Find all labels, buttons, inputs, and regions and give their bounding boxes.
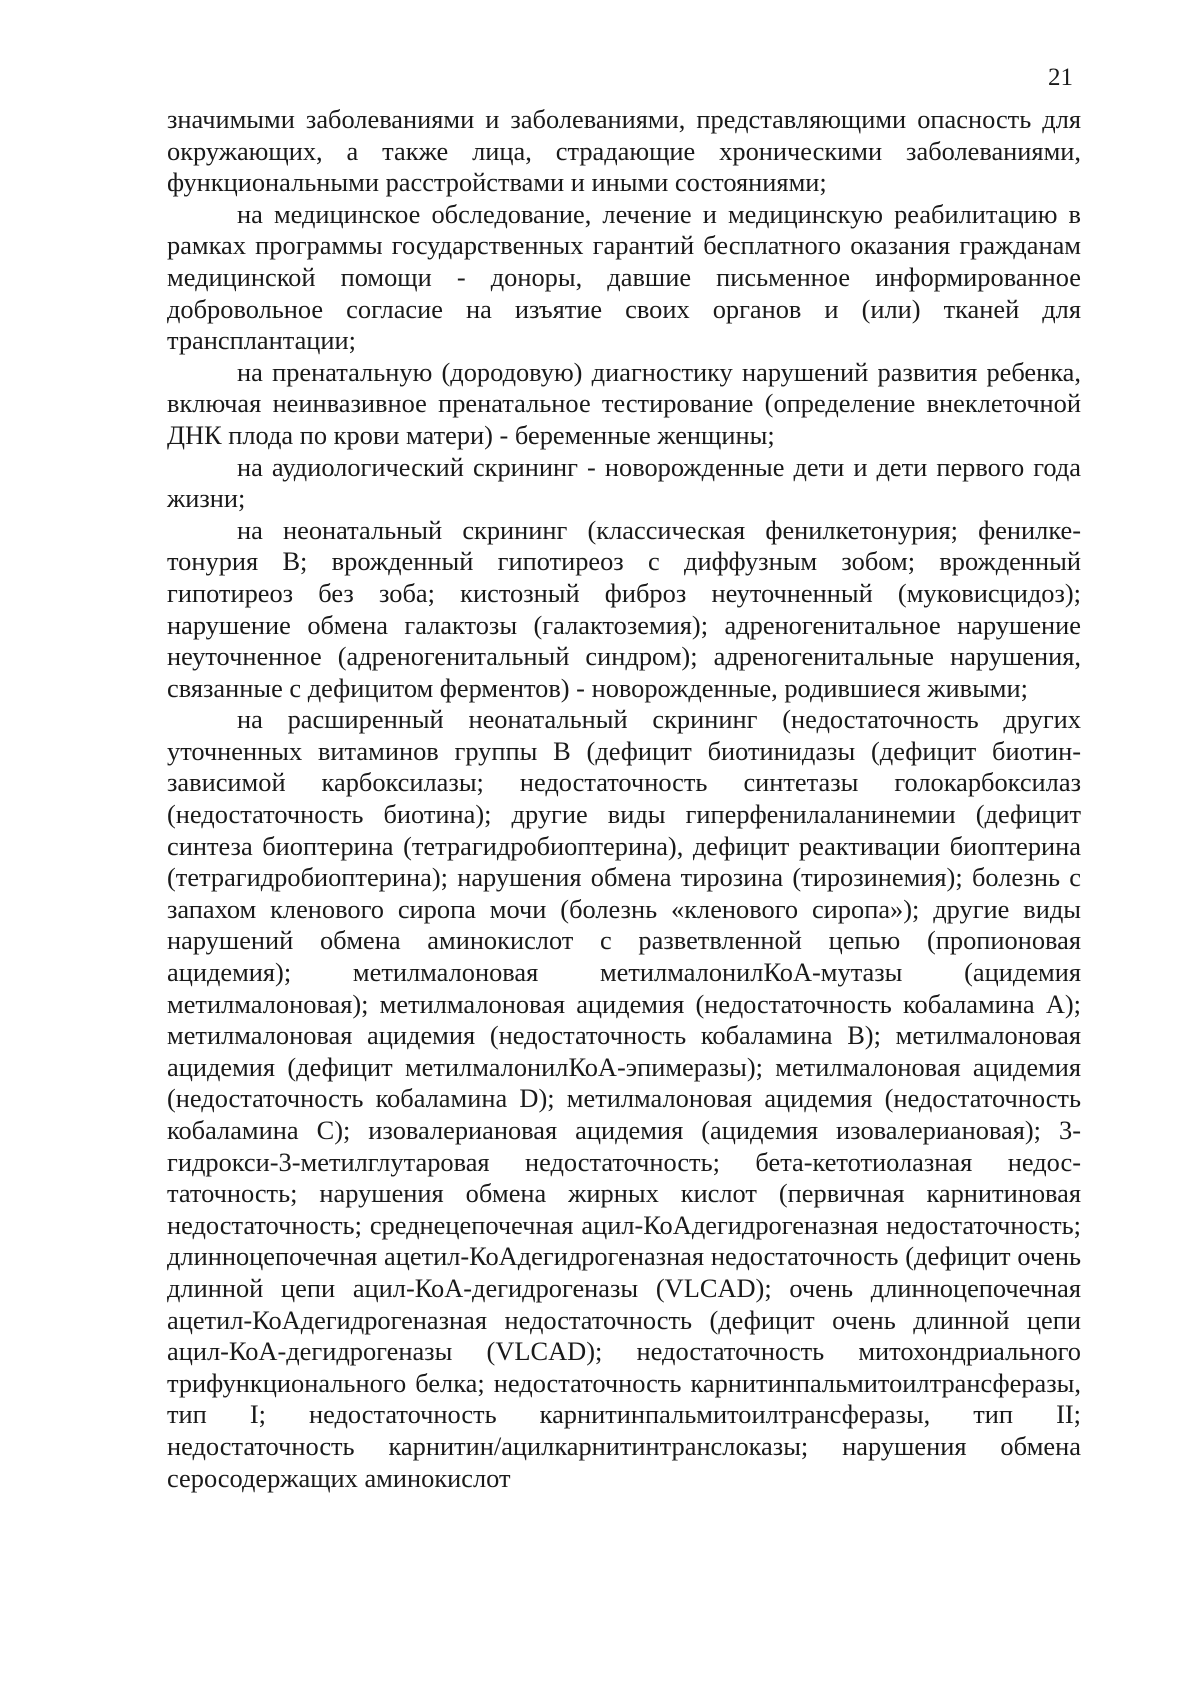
paragraph-donors: на медицинское обследование, лечение и медицинскую реабилитацию в рамках программы государственных гарантий бесплатного оказания гражданам медицинской помощи - доноры, давшие письменное информированное добровольное согласие на изъятие своих органов и (или) тканей для трансплантации; — [167, 198, 1081, 356]
page-number: 21 — [1048, 64, 1073, 91]
paragraph-prenatal: на пренатальную (дородовую) диагностику нарушений развития ребенка, включая неинвазивное пренатальное тестирование (определение внеклеточной ДНК плода по крови матери) - беременные женщины; — [167, 356, 1081, 450]
paragraph-continuation: значимыми заболеваниями и заболеваниями, представляющими опасность для окружающих, а также лица, страдающие хроническими заболеваниями, функциональными расстройствами и иными состояниями; — [167, 104, 1081, 198]
paragraph-audiological: на аудиологический скрининг - новорожденные дети и дети первого года жизни; — [167, 451, 1081, 514]
paragraph-neonatal-screening: на неонатальный скрининг (классическая фенилкетонурия; фенилкетонурия В; врожденный гипотиреоз с диффузным зобом; врожденный гипотиреоз без зоба; кистозный фиброз неуточненный (муковисцидоз); нарушение обмена галактозы (галактоземия); адреногенитальное нарушение неуточненное (адреногенитальный синдром); адреногенитальные нарушения, связанные с дефицитом ферментов) - новорожденные, родившиеся живыми; — [167, 514, 1081, 703]
paragraph-extended-neonatal-screening: на расширенный неонатальный скрининг (недостаточность других уточненных витаминов группы В (дефицит биотинидазы (дефицит биотинзависимой карбоксилазы; недостаточность синтетазы голокарбоксилаз (недостаточность биотина); другие виды гиперфенилаланинемии (дефицит синтеза биоптерина (тетрагидробиоптерина), дефицит реактивации биоптерина (тетрагидробиоптерина); нарушения обмена тирозина (тирозинемия); болезнь с запахом кленового сиропа мочи (болезнь «кленового сиропа»); другие виды нарушений обмена аминокислот с разветвленной цепью (пропионовая ацидемия); метилмалоновая метилмалонилКоА-мутазы (ацидемия метилмалоновая); метилмалоновая ацидемия (недостаточность кобаламина А); метилмалоновая ацидемия (недостаточность кобаламина В); метилмалоновая ацидемия (дефицит метилмалонилКоА-эпимеразы); метилмалоновая ацидемия (недостаточность кобаламина D); метилмалоновая ацидемия (недостаточность кобаламина С); изовалериановая ацидемия (ацидемия изовалериановая); 3-гидрокси-3-метилглутаровая недостаточность; бета-кетотиолазная недостаточность; нарушения обмена жирных кислот (первичная карнитиновая недостаточность; среднецепочечная ацил-КоАдегидрогеназная недостаточность; длинноцепочечная ацетил-КоАдегидрогеназная недостаточность (дефицит очень длинной цепи ацил-КоА-дегидрогеназы (VLCAD); очень длинноцепочечная ацетил-КоАдегидрогеназная недостаточность (дефицит очень длинной цепи ацил-КоА-дегидрогеназы (VLCAD); недостаточность митохондриального трифункционального белка; недостаточность карнитинпальмитоилтрансферазы, тип I; недостаточность карнитинпальмитоилтрансферазы, тип II; недостаточность карнитин/ацилкарнитинтранслоказы; нарушения обмена серосодержащих аминокислот — [167, 704, 1081, 1493]
body-text — [167, 104, 1081, 1494]
